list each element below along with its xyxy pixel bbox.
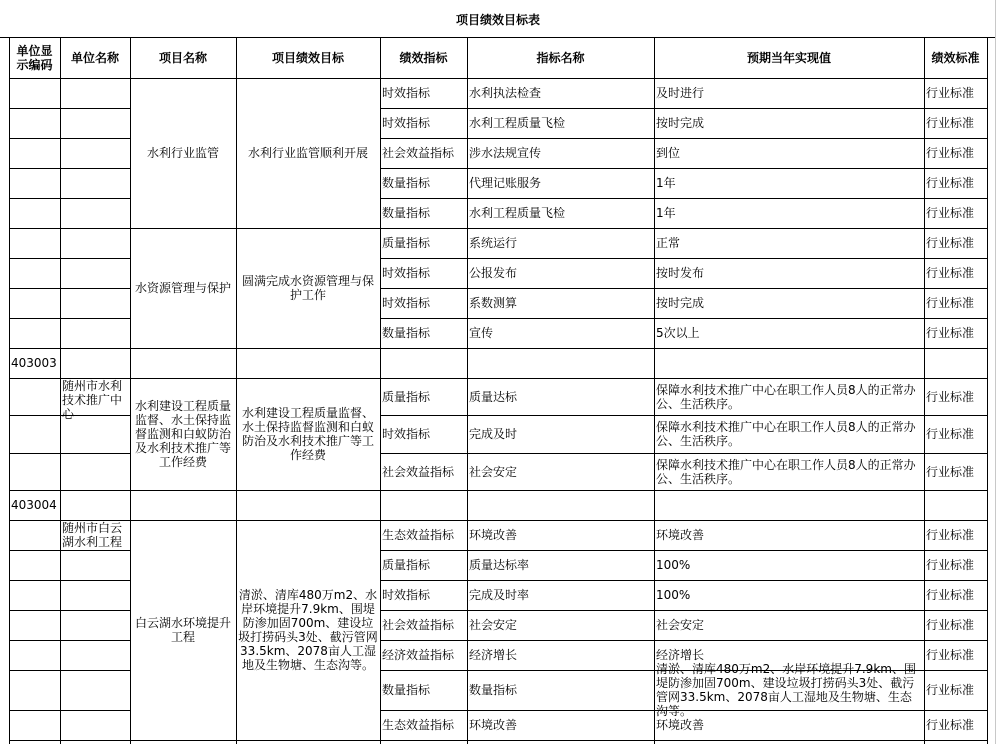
- indicator-kind: 时效指标: [382, 116, 431, 130]
- indicator-kind: 生态效益指标: [382, 528, 455, 542]
- grid-line: [987, 37, 988, 744]
- table-title: 项目绩效目标表: [455, 13, 540, 27]
- project-name: 水利建设工程质量监督、水土保持监督监测和白蚁防治及水利技术推广等工作经费: [134, 399, 231, 469]
- performance-standard: 行业标准: [926, 236, 975, 250]
- indicator-name: 社会安定: [469, 464, 518, 479]
- column-header: 预期当年实现值: [746, 50, 831, 65]
- indicator-kind: 时效指标: [382, 266, 431, 280]
- indicator-name: 水利工程质量飞检: [469, 116, 566, 130]
- performance-standard: 行业标准: [926, 558, 975, 572]
- expected-value: 保障水利技术推广中心在职工作人员8人的正常办公、生活秩序。: [656, 382, 916, 411]
- indicator-name: 系统运行: [469, 236, 518, 250]
- expected-value: 5次以上: [656, 326, 700, 340]
- indicator-kind: 质量指标: [382, 236, 431, 250]
- indicator-name: 完成及时: [469, 427, 518, 441]
- grid-line: [9, 580, 130, 581]
- project-name: 白云湖水环境提升工程: [134, 616, 231, 644]
- grid-line: [9, 640, 130, 641]
- grid-line: [9, 138, 130, 139]
- indicator-name: 质量达标率: [469, 558, 530, 572]
- project-name: 水利行业监管: [146, 146, 219, 160]
- expected-value: 100%: [656, 588, 691, 602]
- indicator-name: 水利执法检查: [469, 86, 542, 100]
- performance-standard: 行业标准: [926, 618, 975, 632]
- indicator-kind: 质量指标: [382, 558, 431, 572]
- indicator-name: 社会安定: [469, 618, 518, 632]
- expected-value: 保障水利技术推广中心在职工作人员8人的正常办公、生活秩序。: [656, 457, 916, 486]
- unit-code: 403003: [11, 356, 57, 370]
- performance-standard: 行业标准: [926, 296, 975, 310]
- grid-line: [9, 318, 130, 319]
- performance-standard: 行业标准: [926, 464, 975, 479]
- indicator-kind: 质量指标: [382, 389, 431, 404]
- column-header: 绩效标准: [931, 50, 980, 65]
- grid-line: [130, 37, 131, 744]
- expected-value: 按时完成: [656, 116, 705, 130]
- indicator-kind: 数量指标: [382, 326, 431, 340]
- grid-line: [9, 348, 987, 349]
- performance-standard: 行业标准: [926, 683, 975, 697]
- grid-line: [380, 37, 381, 744]
- project-target: 水利行业监管顺利开展: [247, 146, 368, 160]
- grid-line: [467, 37, 468, 744]
- grid-line: [9, 288, 130, 289]
- grid-line: [9, 740, 987, 741]
- expected-value: 100%: [656, 558, 691, 572]
- indicator-name: 环境改善: [469, 528, 518, 542]
- indicator-kind: 社会效益指标: [382, 146, 455, 160]
- grid-line: [9, 258, 130, 259]
- grid-line: [9, 198, 130, 199]
- indicator-name: 经济增长: [469, 648, 518, 662]
- indicator-kind: 数量指标: [382, 683, 431, 697]
- performance-standard: 行业标准: [926, 389, 975, 404]
- expected-value: 社会安定: [656, 618, 705, 632]
- expected-value: 1年: [656, 176, 676, 190]
- performance-standard: 行业标准: [926, 588, 975, 602]
- grid-line: [924, 37, 925, 744]
- column-header: 指标名称: [536, 50, 585, 65]
- indicator-kind: 社会效益指标: [382, 464, 455, 479]
- expected-value: 按时发布: [656, 266, 705, 280]
- performance-standard: 行业标准: [926, 146, 975, 160]
- grid-line: [9, 710, 130, 711]
- performance-standard: 行业标准: [926, 528, 975, 542]
- grid-line: [9, 610, 130, 611]
- performance-standard: 行业标准: [926, 427, 975, 441]
- unit-name: 随州市白云湖水利工程: [62, 521, 123, 549]
- performance-standard: 行业标准: [926, 86, 975, 100]
- expected-value: 清淤、清库480万m2、水岸环境提升7.9km、围堤防渗加固700m、建设垃圾打捞码头3处、截污管网33.5km、2078亩人工湿地及生物塘、生态沟等。: [656, 662, 916, 718]
- expected-value: 1年: [656, 206, 676, 220]
- indicator-name: 宣传: [469, 326, 494, 340]
- unit-code: 403004: [11, 498, 57, 512]
- indicator-name: 公报发布: [469, 266, 518, 280]
- project-target: 清淤、清库480万m2、水岸环境提升7.9km、围堤防渗加固700m、建设垃圾打捞码头3处、截污管网33.5km、2078亩人工湿地及生物塘、生态沟等。: [238, 588, 378, 672]
- grid-line: [9, 168, 130, 169]
- column-header: 绩效指标: [399, 50, 448, 65]
- column-header: 单位名称: [70, 50, 119, 65]
- project-target: 水利建设工程质量监督、水土保持监督监测和白蚁防治及水利技术推广等工作经费: [241, 406, 374, 462]
- performance-standard: 行业标准: [926, 206, 975, 220]
- project-target: 圆满完成水资源管理与保护工作: [241, 274, 374, 302]
- grid-line: [9, 453, 130, 454]
- grid-line: [9, 670, 130, 671]
- indicator-kind: 时效指标: [382, 86, 431, 100]
- expected-value: 保障水利技术推广中心在职工作人员8人的正常办公、生活秩序。: [656, 420, 916, 448]
- unit-name: 随州市水利技术推广中心: [62, 379, 123, 421]
- column-header: 项目名称: [158, 50, 207, 65]
- column-header: 单位显示编码: [16, 43, 53, 72]
- performance-standard: 行业标准: [926, 648, 975, 662]
- grid-line: [60, 37, 61, 744]
- grid-line: [9, 108, 130, 109]
- performance-standard: 行业标准: [926, 718, 975, 732]
- project-name: 水资源管理与保护: [134, 281, 231, 295]
- performance-standard: 行业标准: [926, 116, 975, 130]
- indicator-name: 完成及时率: [469, 588, 530, 602]
- indicator-kind: 社会效益指标: [382, 618, 455, 632]
- indicator-kind: 时效指标: [382, 588, 431, 602]
- performance-standard: 行业标准: [926, 266, 975, 280]
- indicator-kind: 数量指标: [382, 176, 431, 190]
- expected-value: 及时进行: [656, 86, 705, 100]
- indicator-kind: 经济效益指标: [382, 648, 455, 662]
- grid-line: [9, 37, 10, 744]
- indicator-name: 环境改善: [469, 718, 518, 732]
- indicator-name: 涉水法规宣传: [469, 146, 542, 160]
- indicator-kind: 数量指标: [382, 206, 431, 220]
- indicator-name: 代理记账服务: [469, 176, 542, 190]
- indicator-name: 数量指标: [469, 683, 518, 697]
- indicator-name: 系数测算: [469, 296, 518, 310]
- indicator-name: 质量达标: [469, 389, 518, 404]
- expected-value: 正常: [656, 236, 681, 250]
- grid-line: [236, 37, 237, 744]
- expected-value: 按时完成: [656, 296, 705, 310]
- grid-line: [9, 490, 987, 491]
- expected-value: 环境改善: [656, 528, 705, 542]
- indicator-kind: 时效指标: [382, 296, 431, 310]
- grid-line: [654, 37, 655, 744]
- indicator-name: 水利工程质量飞检: [469, 206, 566, 220]
- expected-value: 经济增长: [656, 648, 705, 662]
- indicator-kind: 时效指标: [382, 427, 431, 441]
- column-header: 项目绩效目标: [271, 50, 344, 65]
- expected-value: 到位: [656, 146, 681, 160]
- performance-standard: 行业标准: [926, 326, 975, 340]
- indicator-kind: 生态效益指标: [382, 718, 455, 732]
- expected-value: 环境改善: [656, 718, 705, 732]
- performance-standard: 行业标准: [926, 176, 975, 190]
